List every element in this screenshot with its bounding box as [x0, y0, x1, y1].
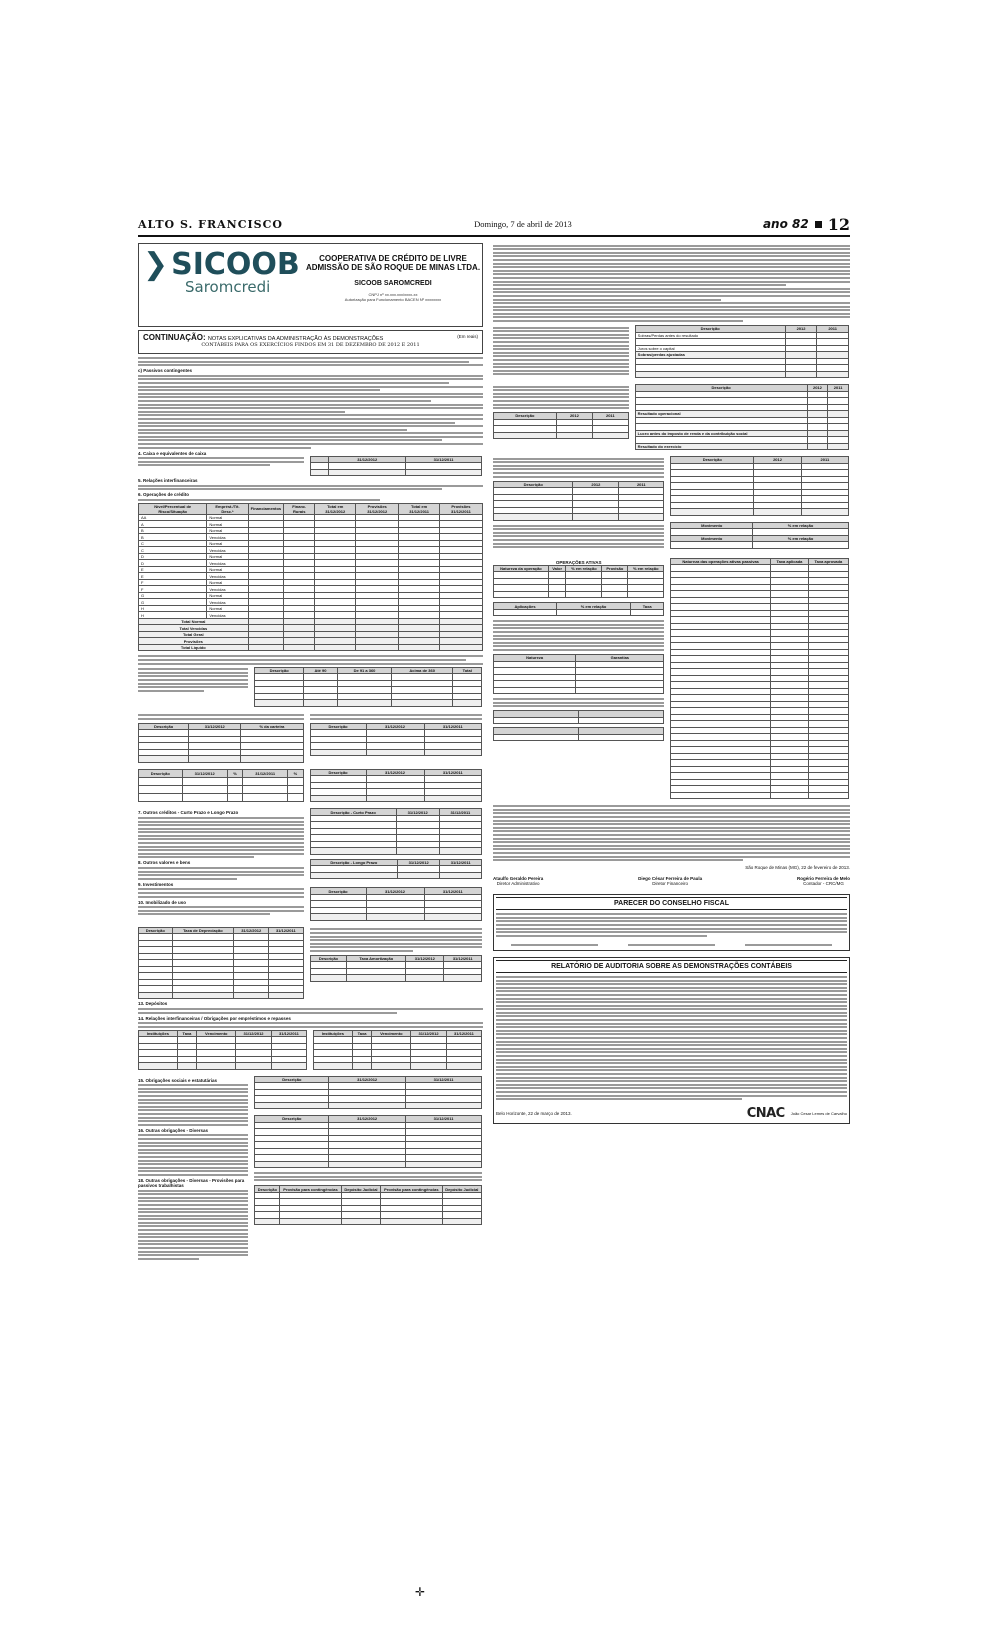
- coop-header: [138, 243, 483, 327]
- square-bullet-icon: [815, 221, 822, 228]
- short-term-credits-table: Descrição - Curto Prazo 31/12/2012 31/12/2011: [310, 808, 483, 855]
- risk-level: B: [139, 527, 207, 534]
- value-cell: [315, 644, 356, 651]
- risk-level: D: [139, 560, 207, 567]
- coop-cnpj: CNPJ nº xx.xxx.xxx/xxxx-xx: [368, 292, 418, 297]
- issue-date: Domingo, 7 de abril de 2013: [474, 219, 572, 229]
- sig3-name: Rogério Ferreira de Melo: [796, 876, 850, 882]
- value-cell: [399, 644, 439, 651]
- heading-outros-valores: 8. Outros valores e bens: [138, 860, 191, 866]
- risk-level: C: [139, 547, 207, 554]
- auditor-place: Belo Horizonte, 22 de março de 2013.: [496, 1111, 572, 1117]
- value-cell: [356, 644, 399, 651]
- value-cell: [439, 644, 482, 651]
- col-prov-2012: Provisões 31/12/2012: [356, 503, 399, 514]
- intangible-table: Descrição Taxa Amortização 31/12/2012 31/12/2011: [310, 955, 483, 982]
- heading-provisoes: 18. Outras obrigações - Diversas - Provisões para passivos trabalhistas: [138, 1177, 245, 1188]
- heading-obrigacoes-sociais: 15. Obrigações sociais e estatutárias: [138, 1077, 218, 1083]
- result-row-2: Lucro antes do imposto de renda e da contribuição social: [635, 430, 807, 437]
- continuation-label: CONTINUAÇÃO:: [143, 333, 206, 342]
- total-label: Total Líquido: [139, 644, 249, 651]
- provision-table: Descrição 31/12/2012 31/12/2011: [310, 723, 483, 757]
- dist-col-desc: Descrição: [635, 326, 785, 333]
- col-prov-2011: Provisões 31/12/2011: [439, 503, 482, 514]
- content-columns: [138, 243, 850, 1608]
- risk-status: Normal: [207, 605, 248, 612]
- risk-status: Vencidas: [207, 586, 248, 593]
- maturity-table: Descrição Até 90 De 91 a 360 Acima de 360 Total: [254, 667, 482, 707]
- related-parties-table: Descrição 2012 2011: [493, 412, 629, 439]
- registration-mark-icon: ✛: [415, 1585, 426, 1599]
- coop-name-line2: ADMISSÃO DE SÃO ROQUE DE MINAS LTDA.: [305, 263, 481, 272]
- auditor-name: João Cesar Lemes de Carvalho: [790, 1111, 847, 1117]
- continuation-subtext: CONTÁBEIS PARA OS EXERCÍCIOS FINDOS EM 31 DE DEZEMBRO DE 2012 E 2011: [201, 342, 420, 348]
- sig3-role: Contador - CRC/MG: [803, 881, 844, 887]
- concentration-table: Descrição 31/12/2012 % 31/12/2011 %: [138, 769, 304, 803]
- sig1-name: Ataulfo Geraldo Pereira: [493, 876, 544, 882]
- risk-status: Vencidas: [207, 612, 248, 619]
- heading-depositos: 13. Depósitos: [138, 1001, 168, 1007]
- risk-level: H: [139, 612, 207, 619]
- coop-name-line1: COOPERATIVA DE CRÉDITO DE LIVRE: [319, 254, 467, 263]
- contingencies-table: Descrição Provisão para contingências Depósito Judicial Provisão para contingências Depósito Judicial: [254, 1185, 482, 1225]
- credit-assignment-table: Descrição 31/12/2012 31/12/2011: [310, 769, 483, 803]
- long-term-credits-table: Descrição - Longo Prazo 31/12/2012 31/12/2011: [310, 859, 483, 880]
- right-column: [493, 243, 850, 1608]
- fixed-assets-table: Descrição Taxa de Depreciação 31/12/2012 31/12/2011: [138, 927, 304, 1000]
- logo-sub: Saromcredi: [185, 278, 271, 296]
- heading-caixa: 4. Caixa e equivalentes de caixa: [138, 450, 207, 456]
- continuation-text: NOTAS EXPLICATIVAS DA ADMINISTRAÇÃO ÀS DEMONSTRAÇÕES: [207, 336, 384, 342]
- risk-status: Normal: [207, 540, 248, 547]
- risk-status: Normal: [207, 566, 248, 573]
- risk-status: Normal: [207, 579, 248, 586]
- risk-status: Vencidas: [207, 534, 248, 541]
- sicoob-logo: [139, 244, 304, 326]
- risk-status: Normal: [207, 514, 248, 521]
- operations-results-table: Descrição 2012 2011: [670, 456, 849, 516]
- sig2-name: Diego César Ferreira de Paula: [638, 876, 703, 882]
- passive-rates-table: Natureza das operações ativas passivas Taxa aplicada Taxa aprovada: [670, 558, 849, 800]
- heading-imobilizado: 10. Imobilizado de uso: [138, 899, 187, 905]
- heading-relacoes-interfin: 14. Relações interfinanceiras / Obrigações por empréstimos e repasses: [138, 1015, 291, 1021]
- income-tax-table: Descrição 2012 2011 Resultado operacional Lucro antes do imposto de renda e da contribuição social Resultado do exercício: [635, 384, 849, 450]
- risk-level: E: [139, 566, 207, 573]
- passive-operations-table: Aplicações % em relação Taxa: [493, 602, 664, 616]
- movement-table: Movimento % em relação Movimento % em relação: [670, 522, 849, 549]
- risk-level: H: [139, 605, 207, 612]
- risk-level: F: [139, 586, 207, 593]
- total-label: Provisões: [139, 638, 249, 645]
- coop-info: [304, 244, 482, 326]
- heading-investimentos: 9. Investimentos: [138, 881, 174, 887]
- cnac-logo: CNAC: [746, 1106, 785, 1122]
- risk-status: Vencidas: [207, 547, 248, 554]
- col-risk: Nível/Percentual de Risco/Situação: [139, 503, 207, 514]
- total-row: [139, 644, 483, 651]
- result-row-1: Resultado operacional: [635, 411, 807, 418]
- value-cell: [248, 644, 283, 651]
- coop-short: SICOOB SAROMCREDI: [354, 280, 432, 287]
- units-note: (Em reais): [457, 334, 478, 339]
- other-obligations-table: Descrição 31/12/2012 31/12/2011: [254, 1115, 482, 1168]
- risk-status: Vencidas: [207, 560, 248, 567]
- newspaper-page: [138, 215, 850, 1608]
- continuation-title: [143, 333, 478, 342]
- place-date: São Roque de Minas (MG), 22 de fevereiro de 2013.: [745, 865, 850, 871]
- dist-col-2011: 2011: [817, 326, 848, 333]
- benefits-table: [493, 710, 664, 724]
- page-number: 12: [827, 214, 850, 234]
- capital-table: Descrição 2012 2011: [493, 481, 664, 521]
- benefits-table-2: [493, 727, 664, 741]
- risk-level: AA: [139, 514, 207, 521]
- risk-level: A: [139, 521, 207, 528]
- heading-outras-obrigacoes: 16. Outras obrigações - Diversas: [138, 1127, 209, 1133]
- notes-text-block-2: [138, 655, 483, 664]
- paper-name: ALTO S. FRANCISCO: [138, 217, 283, 231]
- notes-text-block-1: [138, 357, 483, 449]
- heading-relacoes: 5. Relações interfinanceiras: [138, 478, 198, 484]
- risk-level: G: [139, 599, 207, 606]
- ops-title: OPERAÇÕES ATIVAS: [555, 559, 602, 565]
- risk-status: Normal: [207, 521, 248, 528]
- risk-status: Normal: [207, 527, 248, 534]
- risk-level: D: [139, 553, 207, 560]
- continuation-banner: [138, 330, 483, 354]
- result-row-3: Resultado do exercício: [635, 443, 807, 450]
- risk-level: E: [139, 573, 207, 580]
- col-financ: Financiamentos: [248, 503, 283, 514]
- risk-status: Vencidas: [207, 573, 248, 580]
- sig2-role: Diretor Financeiro: [652, 881, 688, 887]
- dist-row-2: Juros sobre o capital: [635, 345, 785, 352]
- parecer-title: PARECER DO CONSELHO FISCAL: [496, 897, 847, 910]
- signatures: [493, 876, 850, 886]
- risk-level: B: [139, 534, 207, 541]
- total-label: Total Geral: [139, 631, 249, 638]
- short-term-loans-table: Instituições Taxa Vencimento 31/12/2012 31/12/2011: [138, 1030, 307, 1070]
- col-total-2011: Total em 31/12/2011: [399, 503, 439, 514]
- risk-status: Normal: [207, 553, 248, 560]
- risk-status: Normal: [207, 592, 248, 599]
- risk-status: Vencidas: [207, 599, 248, 606]
- logo-main: SICOOB: [171, 247, 300, 282]
- left-column: [138, 243, 483, 1608]
- notes-text-right-1: [493, 245, 850, 322]
- notes-text-right-2: [493, 805, 850, 861]
- long-term-loans-table: Instituições Taxa Vencimento 31/12/2012 31/12/2011: [313, 1030, 482, 1070]
- sicoob-chevron-icon: ❯: [143, 247, 169, 282]
- credit-risk-table: [138, 503, 483, 652]
- cash-table: 31/12/2012 31/12/2011: [310, 456, 483, 477]
- cnac-block: [747, 1106, 847, 1121]
- distribution-table: [635, 325, 849, 378]
- heading-outros-creditos: 7. Outros créditos - Curto Prazo e Longo Prazo: [138, 810, 239, 816]
- sector-table: Descrição 31/12/2012 % da carteira: [138, 723, 304, 763]
- sig1-role: Diretor Administrativo: [496, 881, 540, 887]
- investments-table: Descrição 31/12/2012 31/12/2011: [310, 887, 483, 921]
- active-operations-table: Natureza da operação Valor % em relação Provisão % em relação: [493, 565, 664, 599]
- dist-col-2012: 2012: [785, 326, 817, 333]
- total-label: Total Vencidas: [139, 625, 249, 632]
- risk-level: G: [139, 592, 207, 599]
- volume-label: ano 82: [762, 217, 809, 231]
- auditoria-title: RELATÓRIO DE AUDITORIA SOBRE AS DEMONSTRAÇÕES CONTÁBEIS: [496, 960, 847, 973]
- risk-level: F: [139, 579, 207, 586]
- coop-authorization: Autorização para Funcionamento BACEN Nº xxxxxxxx: [344, 297, 442, 302]
- col-emprest: Emprést./Tít. Desc.*: [207, 503, 248, 514]
- masthead-right: [763, 215, 850, 234]
- social-obligations-table: Descrição 31/12/2012 31/12/2011: [254, 1076, 482, 1110]
- value-cell: [284, 644, 315, 651]
- col-total-2012: Total em 31/12/2012: [315, 503, 356, 514]
- heading-credito: 6. Operações de crédito: [138, 492, 190, 498]
- heading-passivos: c) Passivos contingentes: [138, 368, 193, 374]
- total-label: Total Normal: [139, 618, 249, 625]
- dist-row-1: Sobras/Perdas antes do resultado: [635, 332, 785, 339]
- dist-row-3: Sobras/perdas ajustadas: [635, 352, 785, 359]
- guarantees-table: Natureza Garantias: [493, 654, 664, 694]
- risk-level: C: [139, 540, 207, 547]
- masthead: [138, 215, 850, 237]
- col-rurais: Financ. Rurais: [284, 503, 315, 514]
